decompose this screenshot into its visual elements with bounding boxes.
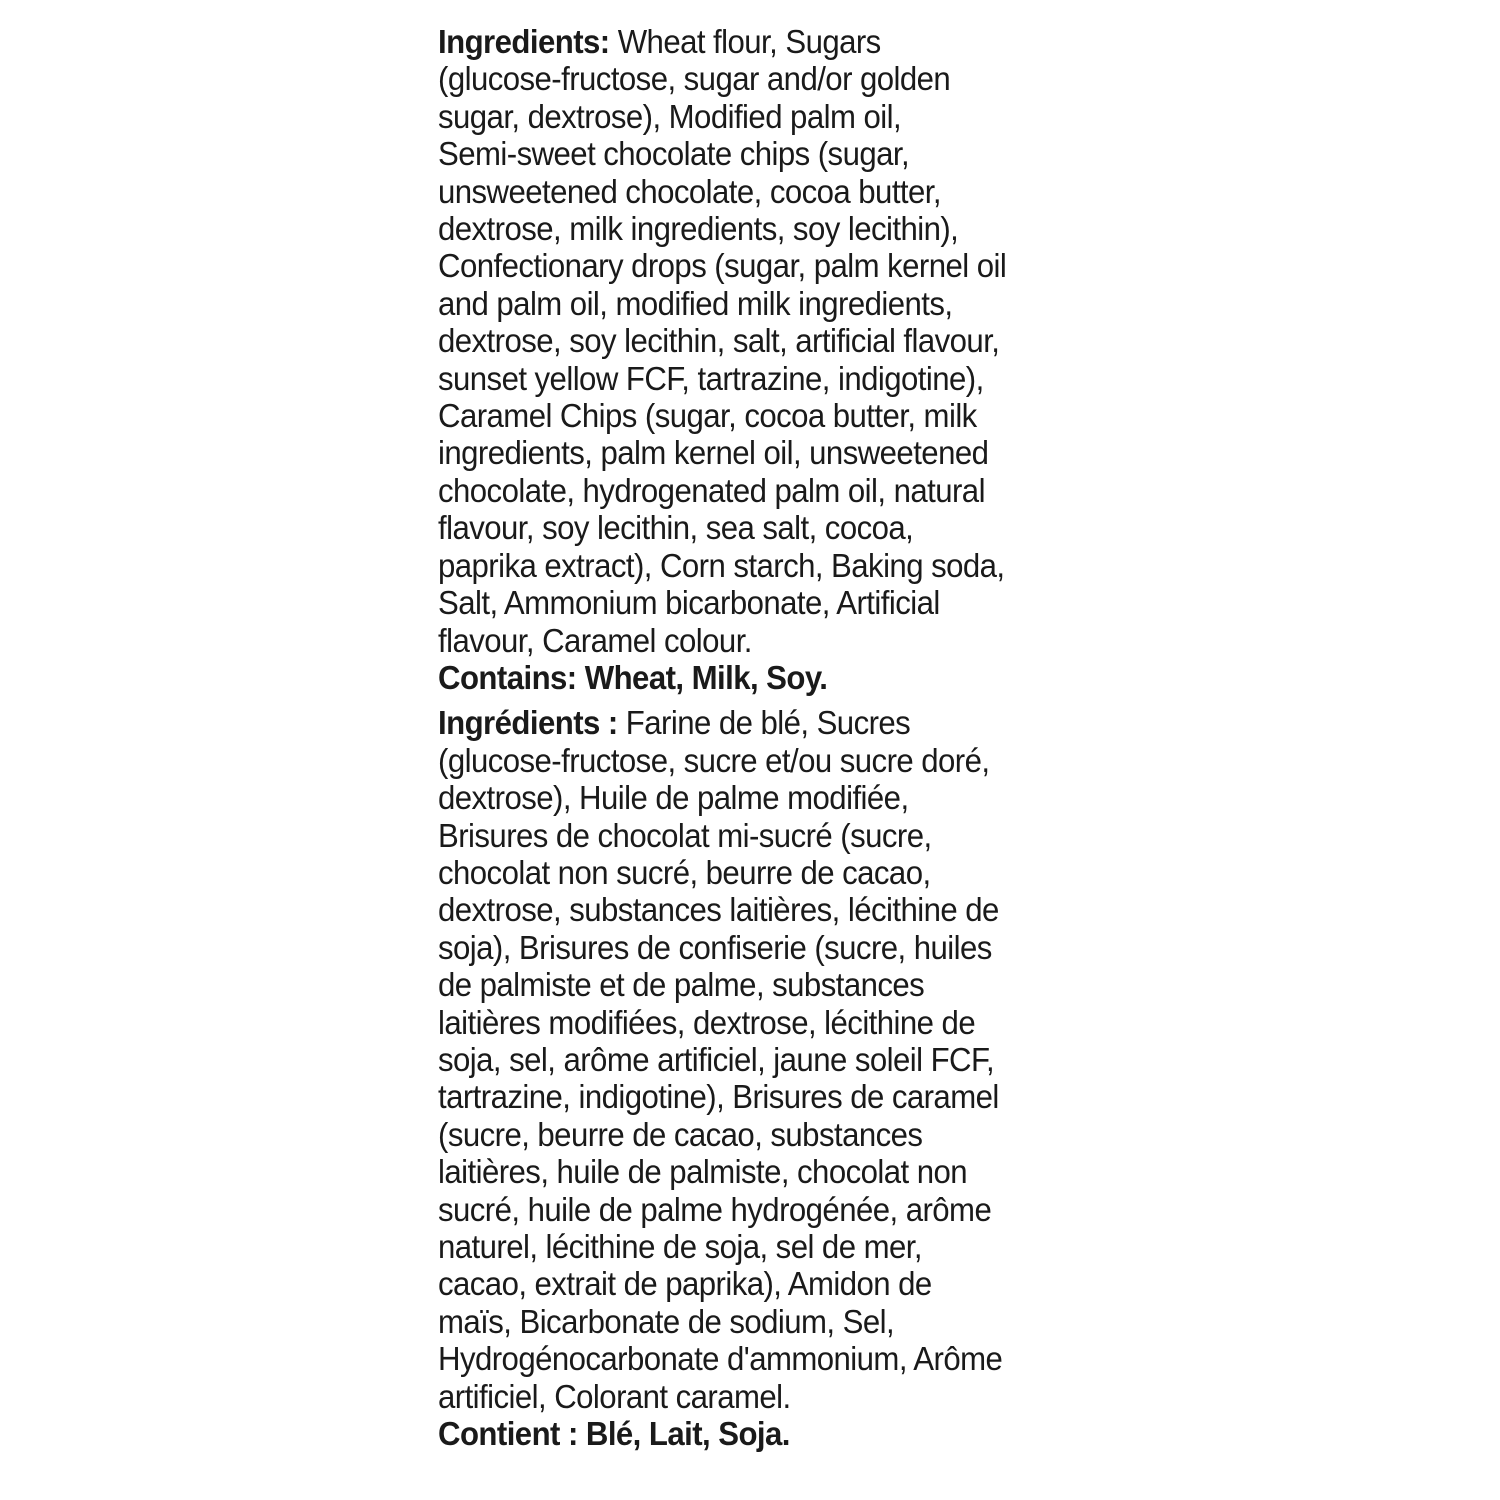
english-ingredients-heading: Ingredients:: [438, 24, 610, 61]
french-ingredients-line: dextrose, substances laitières, lécithine de: [438, 892, 999, 930]
french-ingredients-text: Farine de blé, Sucres: [617, 705, 911, 743]
english-allergen-statement: Contains: Wheat, Milk, Soy.: [438, 659, 828, 697]
french-ingredients-line: tartrazine, indigotine), Brisures de caramel: [438, 1079, 999, 1117]
french-allergen-statement: Contient : Blé, Lait, Soja.: [438, 1416, 790, 1454]
english-ingredients-line: flavour, soy lecithin, sea salt, cocoa,: [438, 510, 914, 548]
french-ingredients-line: (glucose-fructose, sucre et/ou sucre doré,: [438, 742, 990, 780]
french-ingredients-line: chocolat non sucré, beurre de cacao,: [438, 854, 931, 892]
french-ingredients-line: laitières modifiées, dextrose, lécithine de: [438, 1004, 976, 1042]
english-ingredients-line: ingredients, palm kernel oil, unsweetened: [438, 435, 989, 473]
english-ingredients-line: sunset yellow FCF, tartrazine, indigotine),: [438, 360, 984, 398]
english-ingredients-line-1: [438, 24, 1033, 61]
french-ingredients-block: [438, 705, 1033, 1453]
ingredients-label: [438, 24, 1033, 1453]
french-ingredients-line: naturel, lécithine de soja, sel de mer,: [438, 1229, 922, 1266]
english-ingredients-line: dextrose, soy lecithin, salt, artificial flavour,: [438, 323, 1000, 361]
french-ingredients-line: artificiel, Colorant caramel.: [438, 1378, 791, 1416]
english-ingredients-line: chocolate, hydrogenated palm oil, natural: [438, 472, 985, 510]
english-ingredients-line: (glucose-fructose, sugar and/or golden: [438, 61, 951, 99]
french-ingredients-line: dextrose), Huile de palme modifiée,: [438, 780, 909, 818]
english-ingredients-line: Caramel Chips (sugar, cocoa butter, milk: [438, 398, 977, 436]
english-ingredients-text: Wheat flour, Sugars: [609, 24, 881, 61]
english-ingredients-line: and palm oil, modified milk ingredients,: [438, 285, 953, 323]
french-ingredients-line: Hydrogénocarbonate d'ammonium, Arôme: [438, 1341, 1003, 1379]
english-ingredients-line: unsweetened chocolate, cocoa butter,: [438, 173, 941, 211]
french-ingredients-line: de palmiste et de palme, substances: [438, 967, 925, 1005]
french-ingredients-line: sucré, huile de palme hydrogénée, arôme: [438, 1191, 992, 1229]
english-ingredients-line: Semi-sweet chocolate chips (sugar,: [438, 136, 910, 174]
french-ingredients-line: cacao, extrait de paprika), Amidon de: [438, 1266, 932, 1304]
english-ingredients-line: paprika extract), Corn starch, Baking soda,: [438, 547, 1005, 585]
french-ingredients-line: laitières, huile de palmiste, chocolat non: [438, 1154, 968, 1192]
french-ingredients-line-1: [438, 705, 1033, 742]
french-ingredients-line: (sucre, beurre de cacao, substances: [438, 1116, 923, 1154]
french-ingredients-line: Brisures de chocolat mi-sucré (sucre,: [438, 817, 932, 855]
french-ingredients-heading: Ingrédients :: [438, 705, 618, 743]
english-ingredients-line: sugar, dextrose), Modified palm oil,: [438, 98, 902, 136]
english-ingredients-line: dextrose, milk ingredients, soy lecithin),: [438, 211, 959, 249]
english-ingredients-line: Confectionary drops (sugar, palm kernel oil: [438, 248, 1007, 286]
french-ingredients-line: maïs, Bicarbonate de sodium, Sel,: [438, 1303, 895, 1341]
english-ingredients-line: Salt, Ammonium bicarbonate, Artificial: [438, 585, 940, 623]
french-ingredients-line: soja), Brisures de confiserie (sucre, huiles: [438, 929, 992, 967]
english-ingredients-block: [438, 24, 1033, 697]
english-ingredients-line: flavour, Caramel colour.: [438, 622, 752, 660]
french-ingredients-line: soja, sel, arôme artificiel, jaune soleil FCF,: [438, 1041, 995, 1079]
